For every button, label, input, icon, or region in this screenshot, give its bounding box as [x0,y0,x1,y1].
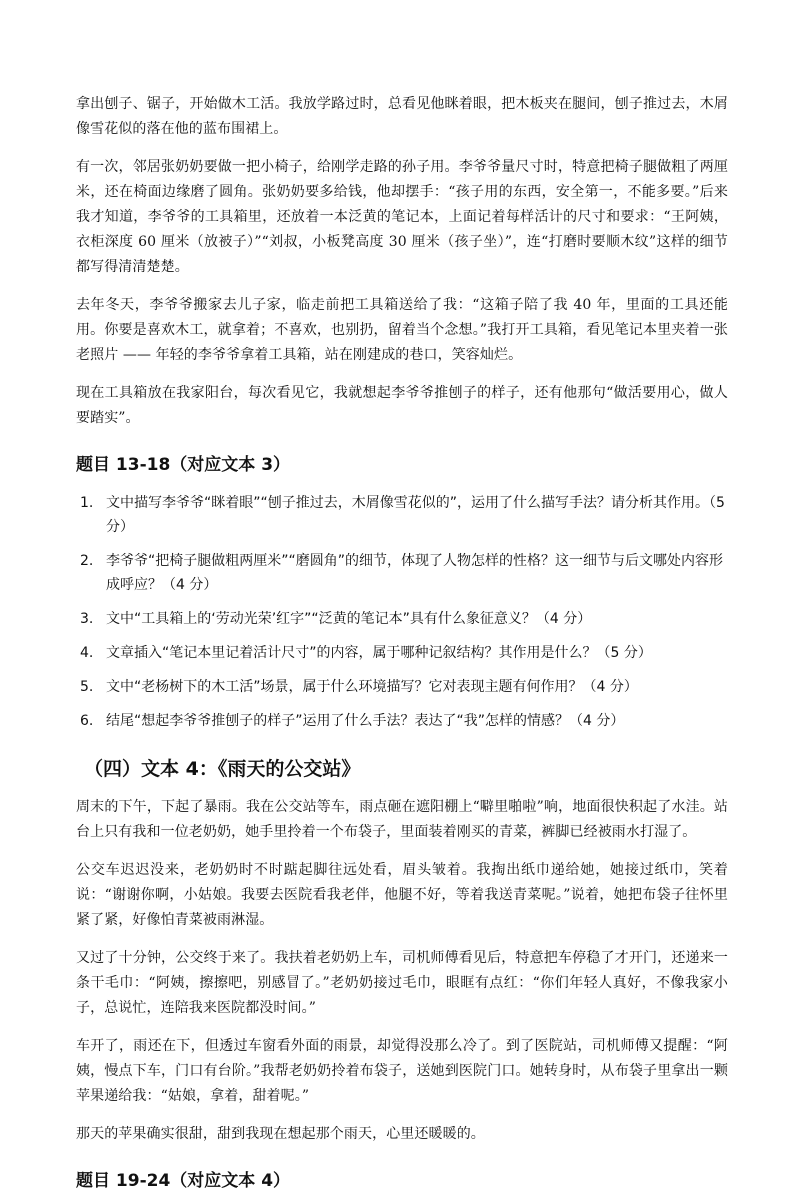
question-list-13-18 [76,491,728,733]
question-number: 1. [80,495,94,511]
question-number: 6. [80,713,94,729]
text4-paragraph: 车开了，雨还在下，但透过车窗看外面的雨景，却觉得没那么冷了。到了医院站，司机师傅又提醒：“阿姨，慢点下车，门口有台阶。”我帮老奶奶拎着布袋子，送她到医院门口。她转身时，从布袋子里拿出一颗苹果递给我：“姑娘，拿着，甜着呢。” [76,1038,728,1104]
question-item [76,491,728,539]
question-text: 文中“老杨树下的木工活”场景，属于什么环境描写？它对表现主题有何作用？（4 分） [106,679,638,695]
question-text: 结尾“想起李爷爷推刨子的样子”运用了什么手法？表达了“我”怎样的情感？（4 分） [106,713,625,729]
section-heading-19-24: 题目 19-24（对应文本 4） [76,1171,291,1191]
question-number: 5. [80,679,94,695]
text4-paragraph: 又过了十分钟，公交终于来了。我扶着老奶奶上车，司机师傅看见后，特意把车停稳了才开门，还递来一条干毛巾：“阿姨，擦擦吧，别感冒了。”老奶奶接过毛巾，眼眶有点红：“你们年轻人真好，不像我家小子，总说忙，连陪我来医院都没时间。” [76,950,728,1016]
text4-paragraph: 那天的苹果确实很甜，甜到我现在想起那个雨天，心里还暖暖的。 [76,1126,485,1142]
section-heading-13-18: 题目 13-18（对应文本 3） [76,455,291,475]
question-number: 2. [80,553,94,569]
question-item [76,709,728,733]
question-text: 文中“工具箱上的‘劳动光荣’红字”“泛黄的笔记本”具有什么象征意义？（4 分） [106,611,592,627]
question-item [76,641,728,665]
question-text: 文中描写李爷爷“眯着眼”“刨子推过去，木屑像雪花似的”，运用了什么描写手法？请分析其作用。（5 分） [106,495,725,535]
text4-paragraph: 公交车迟迟没来，老奶奶时不时踮起脚往远处看，眉头皱着。我掏出纸巾递给她，她接过纸巾，笑着说：“谢谢你啊，小姑娘。我要去医院看我老伴，他腿不好，等着我送青菜呢。”说着，她把布袋子往怀里紧了紧，好像怕青菜被雨淋湿。 [76,862,728,928]
question-number: 3. [80,611,94,627]
question-text: 李爷爷“把椅子腿做粗两厘米”“磨圆角”的细节，体现了人物怎样的性格？这一细节与后文哪处内容形成呼应？（4 分） [106,553,724,593]
question-text: 文章插入“笔记本里记着活计尺寸”的内容，属于哪种记叙结构？其作用是什么？（5 分） [106,645,652,661]
question-item [76,675,728,699]
text4-title: （四）文本 4：《雨天的公交站》 [84,758,361,780]
text3-paragraph: 现在工具箱放在我家阳台，每次看见它，我就想起李爷爷推刨子的样子，还有他那句“做活要用心，做人要踏实”。 [76,385,728,426]
question-item [76,607,728,631]
text3-paragraph: 去年冬天，李爷爷搬家去儿子家，临走前把工具箱送给了我：“这箱子陪了我 40 年，里面的工具还能用。你要是喜欢木工，就拿着；不喜欢，也别扔，留着当个念想。”我打开工具箱，看见笔记本里夹着一张老照片 —— 年轻的李爷爷拿着工具箱，站在刚建成的巷口，笑容灿烂。 [76,297,728,363]
question-number: 4. [80,645,94,661]
text3-paragraph: 有一次，邻居张奶奶要做一把小椅子，给刚学走路的孙子用。李爷爷量尺寸时，特意把椅子腿做粗了两厘米，还在椅面边缘磨了圆角。张奶奶要多给钱，他却摆手：“孩子用的东西，安全第一，不能多要。”后来我才知道，李爷爷的工具箱里，还放着一本泛黄的笔记本，上面记着每样活计的尺寸和要求：“王阿姨，衣柜深度 60 厘米（放被子）”“刘叔，小板凳高度 30 厘米（孩子坐）”，连“打磨时要顺木纹”这样的细节都写得清清楚楚。 [76,159,728,275]
question-item [76,549,728,597]
text4-paragraph: 周末的下午，下起了暴雨。我在公交站等车，雨点砸在遮阳棚上“噼里啪啦”响，地面很快积起了水洼。站台上只有我和一位老奶奶，她手里拎着一个布袋子，里面装着刚买的青菜，裤脚已经被雨水打湿了。 [76,799,728,840]
text3-paragraph: 拿出刨子、锯子，开始做木工活。我放学路过时，总看见他眯着眼，把木板夹在腿间，刨子推过去，木屑像雪花似的落在他的蓝布围裙上。 [76,96,728,137]
